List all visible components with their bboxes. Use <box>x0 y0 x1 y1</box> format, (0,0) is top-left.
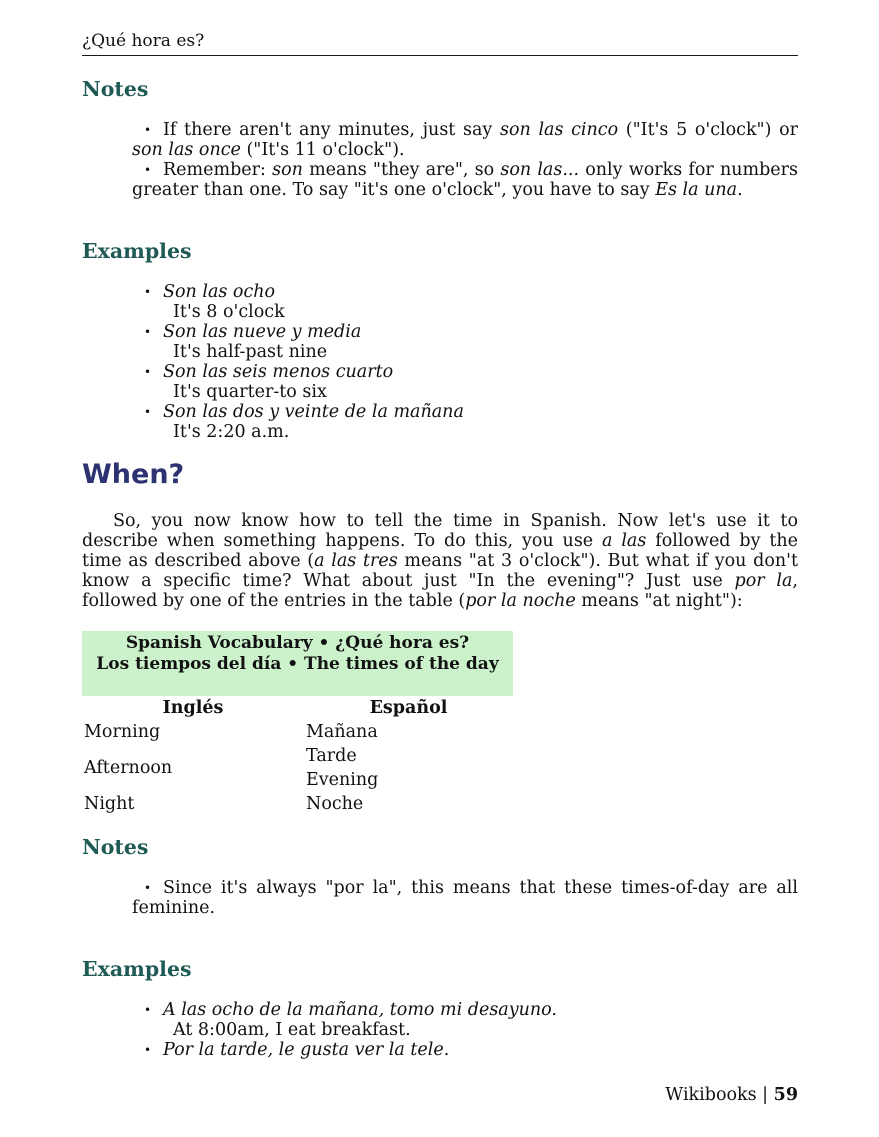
notes-heading-1: Notes <box>82 77 149 101</box>
bullet-icon: • <box>143 163 152 177</box>
list-item: • Son las dos y veinte de la mañana It's 2:20 a.m. <box>132 402 798 442</box>
column-header-english: Inglés <box>162 698 224 718</box>
when-heading: When? <box>82 459 185 490</box>
table-cell: Afternoon <box>84 758 173 778</box>
footer-source: Wikibooks <box>665 1085 757 1105</box>
table-cell: Mañana <box>306 722 378 742</box>
list-item: • Son las seis menos cuarto It's quarter-to six <box>132 362 798 402</box>
running-header-title: ¿Qué hora es? <box>82 31 205 51</box>
vocabulary-grid <box>82 696 513 816</box>
examples-heading-2: Examples <box>82 957 192 981</box>
running-header <box>82 31 798 56</box>
list-item: • Por la tarde, le gusta ver la tele. <box>132 1040 798 1060</box>
table-header-row <box>82 696 513 720</box>
vocabulary-table-caption <box>82 631 513 696</box>
bullet-icon: • <box>143 405 152 419</box>
table-cell: Noche <box>306 794 364 814</box>
notes-list-1 <box>132 120 798 200</box>
bullet-icon: • <box>143 123 152 137</box>
table-cell: Morning <box>84 722 161 742</box>
table-cell: Tarde <box>306 746 357 766</box>
bullet-icon: • <box>143 1003 152 1017</box>
vocabulary-title-line2: Los tiempos del día • The times of the day <box>96 654 499 674</box>
table-cell: Night <box>84 794 135 814</box>
notes-heading-2: Notes <box>82 835 149 859</box>
page-number: 59 <box>773 1085 798 1105</box>
list-item: • Son las ocho It's 8 o'clock <box>132 282 798 322</box>
list-item: • Son las nueve y media It's half-past nine <box>132 322 798 362</box>
bullet-icon: • <box>143 1043 152 1057</box>
vocabulary-table <box>82 631 513 816</box>
examples-list-2 <box>132 1000 798 1060</box>
bullet-icon: • <box>143 365 152 379</box>
bullet-icon: • <box>143 325 152 339</box>
table-row <box>82 792 513 816</box>
list-item: • Remember: son means "they are", so son las... only works for numbers greater than one. To say "it's one o'clock", you have to say Es la una. <box>132 160 798 200</box>
bullet-icon: • <box>143 881 152 895</box>
examples-heading-1: Examples <box>82 239 192 263</box>
when-paragraph: So, you now know how to tell the time in Spanish. Now let's use it to describe when something happens. To do this, you use a las followed by the time as described above (a las tres means "at 3 o'clock"). But what if you don't know a specific time? What about just "In the evening"? Just use por la, followed by one of the entries in the table (por la noche means "at night"): <box>82 511 799 611</box>
notes-list-2 <box>132 878 798 918</box>
table-cell: Evening <box>306 770 379 790</box>
table-row <box>82 744 513 768</box>
vocabulary-title-line1: Spanish Vocabulary • ¿Qué hora es? <box>125 633 470 653</box>
list-item: • A las ocho de la mañana, tomo mi desayuno. At 8:00am, I eat breakfast. <box>132 1000 798 1040</box>
list-item: • Since it's always "por la", this means that these times-of-day are all feminine. <box>132 878 798 918</box>
bullet-icon: • <box>143 285 152 299</box>
list-item: • If there aren't any minutes, just say son las cinco ("It's 5 o'clock") or son las once ("It's 11 o'clock"). <box>132 120 799 160</box>
table-row <box>82 720 513 744</box>
page-footer <box>665 1084 798 1106</box>
examples-list-1 <box>132 282 798 442</box>
column-header-spanish: Español <box>369 698 448 718</box>
footer-separator: | <box>756 1085 774 1105</box>
